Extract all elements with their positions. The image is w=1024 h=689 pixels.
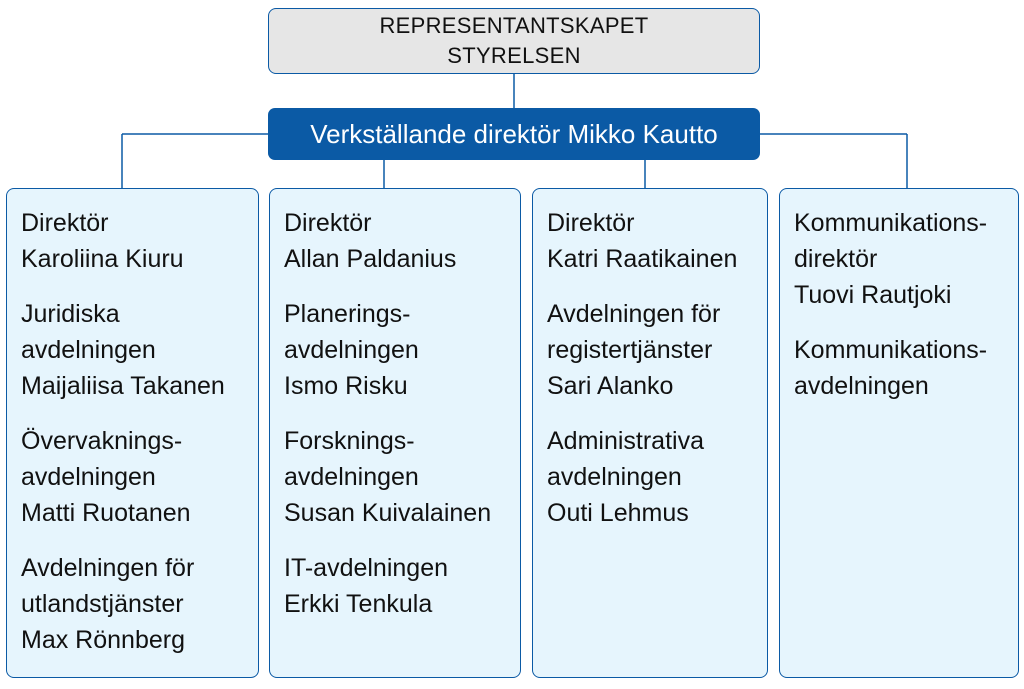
unit-block: [284, 550, 520, 622]
unit-block: [21, 296, 258, 404]
unit-line: Övervaknings-: [21, 427, 183, 455]
unit-line: Juridiska: [21, 300, 120, 328]
unit-line: Direktör: [284, 209, 372, 237]
unit-block: [284, 296, 520, 404]
column-2: [269, 188, 521, 678]
unit-line: Susan Kuivalainen: [284, 499, 492, 527]
unit-line: Avdelningen för: [21, 554, 195, 582]
unit-line: Forsknings-: [284, 427, 415, 455]
unit-line: Erkki Tenkula: [284, 590, 433, 618]
unit-block: [547, 423, 767, 531]
unit-line: Sari Alanko: [547, 372, 674, 400]
unit-line: Allan Paldanius: [284, 245, 457, 273]
unit-line: Maijaliisa Takanen: [21, 372, 225, 400]
unit-block: [547, 296, 767, 404]
unit-line: Kommunikations-: [794, 336, 988, 364]
unit-line: Kommunikations-: [794, 209, 988, 237]
board-box: [268, 8, 760, 74]
column-1: [6, 188, 259, 678]
unit-line: avdelningen: [21, 336, 156, 364]
unit-line: Katri Raatikainen: [547, 245, 738, 273]
unit-block: [284, 205, 520, 277]
unit-block: [21, 423, 258, 531]
unit-line: Direktör: [21, 209, 109, 237]
unit-line: avdelningen: [794, 372, 929, 400]
unit-line: avdelningen: [21, 463, 156, 491]
unit-line: Outi Lehmus: [547, 499, 689, 527]
board-title-line-1: REPRESENTANTSKAPET: [379, 13, 649, 38]
unit-block: [284, 423, 520, 531]
column-3: [532, 188, 768, 678]
unit-line: direktör: [794, 245, 878, 273]
unit-line: IT-avdelningen: [284, 554, 449, 582]
board-title-line-2: STYRELSEN: [447, 43, 581, 68]
column-4: [779, 188, 1019, 678]
unit-line: registertjänster: [547, 336, 713, 364]
unit-block: [547, 205, 767, 277]
unit-line: utlandstjänster: [21, 590, 184, 618]
unit-line: Max Rönnberg: [21, 626, 185, 654]
unit-line: Karoliina Kiuru: [21, 245, 184, 273]
unit-line: Matti Ruotanen: [21, 499, 191, 527]
unit-line: avdelningen: [284, 336, 419, 364]
unit-line: Ismo Risku: [284, 372, 408, 400]
unit-block: [794, 332, 1018, 404]
unit-block: [21, 205, 258, 277]
unit-block: [21, 550, 258, 658]
ceo-label: Verkställande direktör Mikko Kautto: [310, 118, 718, 149]
unit-block: [794, 205, 1018, 313]
unit-line: Direktör: [547, 209, 635, 237]
unit-line: Administrativa: [547, 427, 704, 455]
ceo-box: [268, 108, 760, 160]
unit-line: avdelningen: [284, 463, 419, 491]
unit-line: avdelningen: [547, 463, 682, 491]
unit-line: Tuovi Rautjoki: [794, 281, 952, 309]
unit-line: Avdelningen för: [547, 300, 721, 328]
unit-line: Planerings-: [284, 300, 411, 328]
